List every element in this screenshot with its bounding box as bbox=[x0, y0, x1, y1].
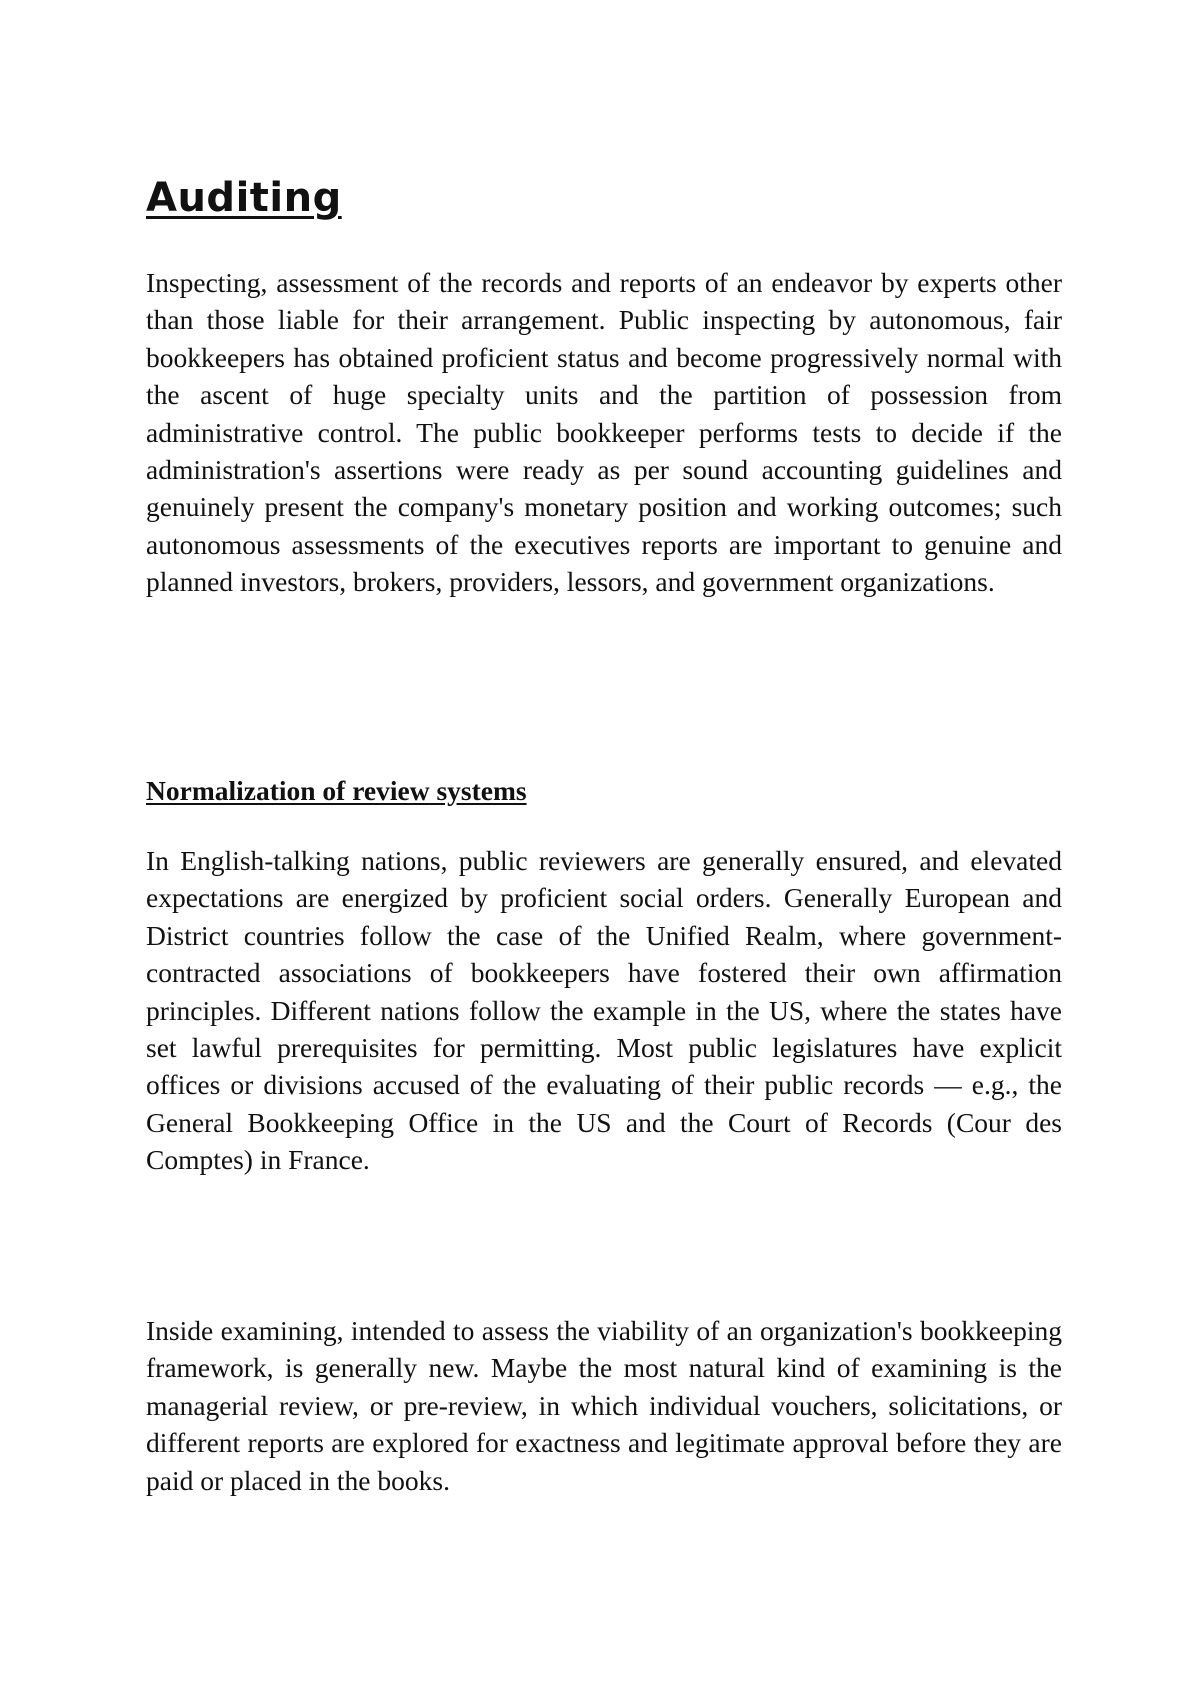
paragraph-internal-auditing: Inside examining, intended to assess the viability of an organization's bookkeeping framework, is generally new. Maybe the most natural kind of examining is the managerial review, or pre-review, in which individual vouchers, solicitations, or different reports are explored for exactness and legitimate approval before they are paid or placed in the books. bbox=[146, 1315, 1062, 1496]
section-heading: Normalization of review systems bbox=[146, 775, 527, 806]
paragraph-intro: Inspecting, assessment of the records and reports of an endeavor by experts other than those liable for their arrangement. Public inspecting by autonomous, fair bookkeepers has obtained proficient status and become progressively normal with the ascent of huge specialty units and the partition of possession from administrative control. The public bookkeeper performs tests to decide if the administration's assertions were ready as per sound accounting guidelines and genuinely present the company's monetary position and working outcomes; such autonomous assessments of the executives reports are important to genuine and planned investors, brokers, providers, lessors, and government organizations. bbox=[146, 267, 1062, 598]
paragraph-normalization: In English-talking nations, public reviewers are generally ensured, and elevated expectations are energized by proficient social orders. Generally European and District countries follow the case of the Unified Realm, where government-contracted associations of bookkeepers have fostered their own affirmation principles. Different nations follow the example in the US, where the states have set lawful prerequisites for permitting. Most public legislatures have explicit offices or divisions accused of the evaluating of their public records — e.g., the General Bookkeeping Office in the US and the Court of Records (Cour des Comptes) in France. bbox=[146, 845, 1062, 1176]
document-title: Auditing bbox=[146, 175, 342, 221]
